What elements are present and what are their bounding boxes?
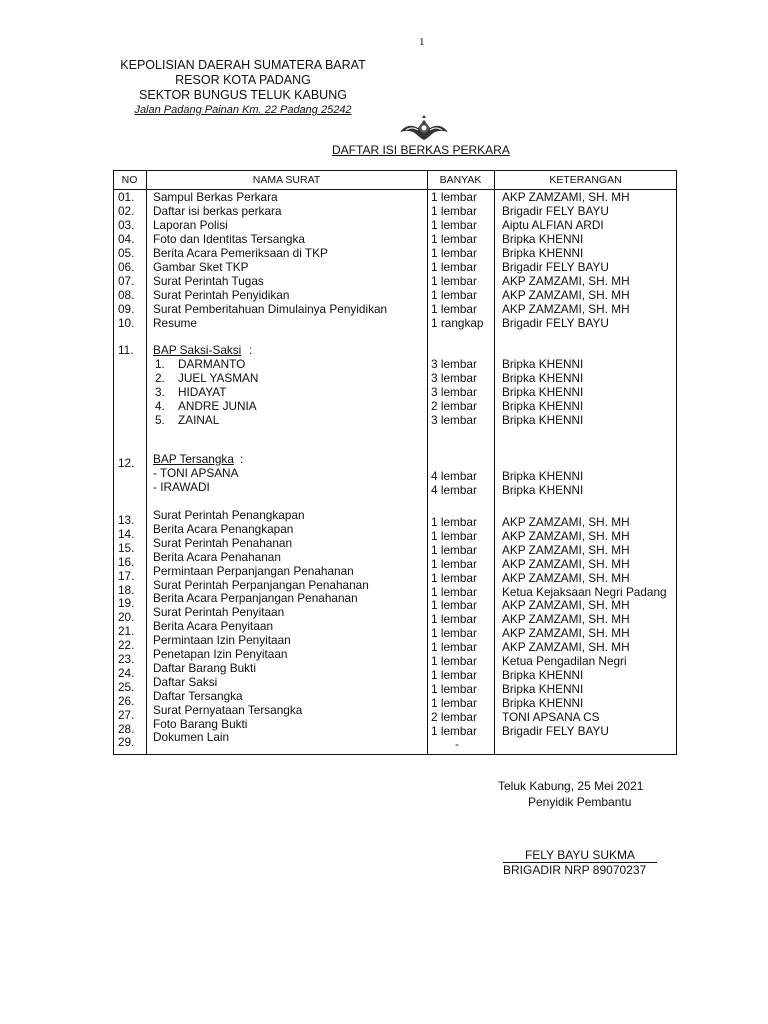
row-number: 17. (118, 569, 135, 583)
row-banyak: 1 lembar (431, 218, 477, 232)
signature-rank-nrp: BRIGADIR NRP 89070237 (503, 863, 647, 877)
row-nama-surat: Surat Perintah Tugas (153, 274, 264, 288)
row-nama-surat: Surat Perintah Penahanan (153, 536, 293, 550)
row-number: 22. (118, 638, 135, 652)
row-keterangan: AKP ZAMZAMI, SH. MH (502, 598, 630, 612)
row-keterangan: Brigadir FELY BAYU (502, 316, 609, 330)
letterhead-address: Jalan Padang Painan Km. 22 Padang 25242 (134, 104, 352, 116)
row-banyak: 1 lembar (431, 724, 477, 738)
letterhead (118, 58, 368, 117)
row-banyak: 1 lembar (431, 302, 477, 316)
row-keterangan: Bripka KHENNI (502, 469, 584, 483)
row-banyak: 1 lembar (431, 246, 477, 260)
row-nama-surat: Laporan Polisi (153, 218, 228, 232)
row-number: 15. (118, 541, 135, 555)
row-keterangan: Bripka KHENNI (502, 232, 584, 246)
row-number: 04. (118, 232, 135, 246)
row-number: 02. (118, 204, 135, 218)
row-nama-surat: Berita Acara Penangkapan (153, 522, 294, 536)
row-banyak: 1 lembar (431, 598, 477, 612)
row-keterangan: Brigadir FELY BAYU (502, 204, 609, 218)
column-header-keterangan: KETERANGAN (549, 174, 622, 186)
row-keterangan: Bripka KHENNI (502, 357, 584, 371)
row-number: 23. (118, 652, 135, 666)
row-number: 03. (118, 218, 135, 232)
row-number: 20. (118, 610, 135, 624)
column-header-no: NO (121, 174, 138, 186)
row-number: 19. (118, 596, 135, 610)
letterhead-line3: SEKTOR BUNGUS TELUK KABUNG (139, 88, 347, 102)
row-number: 01. (118, 190, 135, 204)
row-keterangan: Brigadir FELY BAYU (502, 724, 609, 738)
row-keterangan: AKP ZAMZAMI, SH. MH (502, 571, 630, 585)
row-nama-surat: Surat Pemberitahuan Dimulainya Penyidikan (153, 302, 388, 316)
row-number: 11. (118, 343, 134, 357)
saksi-item-name: JUEL YASMAN (178, 371, 259, 385)
row-keterangan: Aiptu ALFIAN ARDI (502, 218, 604, 232)
row-keterangan: Bripka KHENNI (502, 246, 584, 260)
police-emblem-icon (398, 114, 450, 142)
row-keterangan: AKP ZAMZAMI, SH. MH (502, 612, 630, 626)
row-nama-surat: Surat Pernyataan Tersangka (153, 703, 303, 717)
row-nama-surat: Resume (153, 316, 197, 330)
row-banyak: 1 lembar (431, 696, 477, 710)
row-keterangan: AKP ZAMZAMI, SH. MH (502, 640, 630, 654)
saksi-item-number: 5. (155, 413, 165, 427)
saksi-item-number: 3. (155, 385, 165, 399)
row-keterangan: AKP ZAMZAMI, SH. MH (502, 288, 630, 302)
row-nama-surat: Gambar Sket TKP (153, 260, 249, 274)
row-keterangan: Ketua Pengadilan Negri (502, 654, 627, 668)
row-number: 27. (118, 708, 135, 722)
saksi-item-name: ANDRE JUNIA (178, 399, 257, 413)
signature-name: FELY BAYU SUKMA (503, 849, 657, 863)
row-keterangan: AKP ZAMZAMI, SH. MH (502, 529, 630, 543)
row-banyak: 1 lembar (431, 260, 477, 274)
row-nama-surat: Daftar Saksi (153, 675, 218, 689)
column-divider (146, 170, 147, 755)
row-keterangan: Bripka KHENNI (502, 682, 584, 696)
row-number: 25. (118, 680, 135, 694)
row-number: 08. (118, 288, 135, 302)
row-banyak: 1 lembar (431, 232, 477, 246)
saksi-item-name: DARMANTO (178, 357, 246, 371)
row-banyak: 1 lembar (431, 640, 477, 654)
row-keterangan: Bripka KHENNI (502, 413, 584, 427)
row-nama-surat: Berita Acara Perpanjangan Penahanan (153, 591, 358, 605)
row-banyak: 3 lembar (431, 371, 477, 385)
row-banyak: 1 lembar (431, 529, 477, 543)
row-number: 06. (118, 260, 135, 274)
row-number: 18. (118, 583, 135, 597)
letterhead-line1: KEPOLISIAN DAERAH SUMATERA BARAT (120, 58, 366, 72)
row-keterangan: TONI APSANA CS (502, 710, 600, 724)
tersangka-heading: BAP Tersangka (153, 452, 234, 466)
row-number: 09. (118, 302, 135, 316)
row-banyak: 1 lembar (431, 288, 477, 302)
row-nama-surat: Berita Acara Pemeriksaan di TKP (153, 246, 328, 260)
row-banyak: 1 lembar (431, 612, 477, 626)
row-number: 10. (118, 316, 135, 330)
row-banyak: 1 lembar (431, 557, 477, 571)
row-keterangan: Ketua Kejaksaan Negri Padang (502, 585, 667, 599)
row-keterangan: AKP ZAMZAMI, SH. MH (502, 626, 630, 640)
tersangka-item-name: - TONI APSANA (153, 466, 239, 480)
row-banyak: 1 lembar (431, 668, 477, 682)
row-banyak: - (455, 737, 459, 751)
row-keterangan: Bripka KHENNI (502, 399, 584, 413)
row-banyak: 1 lembar (431, 204, 477, 218)
row-nama-surat: Penetapan Izin Penyitaan (153, 647, 288, 661)
signature-place-date: Teluk Kabung, 25 Mei 2021 (498, 779, 644, 793)
row-number: 29. (118, 735, 135, 749)
row-banyak: 1 lembar (431, 571, 477, 585)
row-banyak: 3 lembar (431, 385, 477, 399)
tersangka-item-name: - IRAWADI (153, 480, 210, 494)
saksi-item-number: 1. (155, 357, 165, 371)
row-keterangan: Bripka KHENNI (502, 371, 584, 385)
row-keterangan: AKP ZAMZAMI, SH. MH (502, 302, 630, 316)
saksi-item-number: 4. (155, 399, 165, 413)
row-nama-surat: Permintaan Perpanjangan Penahanan (153, 564, 354, 578)
document-title: DAFTAR ISI BERKAS PERKARA (332, 143, 510, 157)
row-banyak: 2 lembar (431, 399, 477, 413)
row-keterangan: Bripka KHENNI (502, 668, 584, 682)
signature-role: Penyidik Pembantu (528, 795, 632, 809)
saksi-heading-colon: : (249, 343, 253, 357)
row-banyak: 1 lembar (431, 190, 477, 204)
row-nama-surat: Surat Perintah Penyitaan (153, 605, 285, 619)
row-keterangan: AKP ZAMZAMI, SH. MH (502, 190, 630, 204)
row-number: 21. (118, 624, 135, 638)
row-nama-surat: Daftar Tersangka (153, 689, 243, 703)
row-nama-surat: Surat Perintah Perpanjangan Penahanan (153, 578, 369, 592)
letterhead-line2: RESOR KOTA PADANG (175, 73, 311, 87)
row-nama-surat: Sampul Berkas Perkara (153, 190, 278, 204)
row-nama-surat: Foto dan Identitas Tersangka (153, 232, 305, 246)
row-banyak: 1 lembar (431, 682, 477, 696)
row-banyak: 3 lembar (431, 413, 477, 427)
saksi-heading: BAP Saksi-Saksi (153, 343, 242, 357)
saksi-item-number: 2. (155, 371, 165, 385)
column-divider (494, 170, 495, 755)
row-number: 16. (118, 555, 135, 569)
row-keterangan: AKP ZAMZAMI, SH. MH (502, 543, 630, 557)
row-nama-surat: Permintaan Izin Penyitaan (153, 633, 291, 647)
row-number: 26. (118, 694, 135, 708)
column-header-nama-surat: NAMA SURAT (252, 174, 321, 186)
tersangka-heading-colon: : (240, 452, 244, 466)
row-banyak: 1 lembar (431, 543, 477, 557)
row-number: 07. (118, 274, 135, 288)
row-banyak: 1 rangkap (431, 316, 484, 330)
saksi-item-name: ZAINAL (178, 413, 220, 427)
row-banyak: 1 lembar (431, 274, 477, 288)
row-number: 14. (118, 527, 135, 541)
row-keterangan: AKP ZAMZAMI, SH. MH (502, 557, 630, 571)
row-nama-surat: Surat Perintah Penyidikan (153, 288, 290, 302)
row-banyak: 2 lembar (431, 710, 477, 724)
row-banyak: 4 lembar (431, 483, 477, 497)
row-nama-surat: Daftar Barang Bukti (153, 661, 256, 675)
row-keterangan: Brigadir FELY BAYU (502, 260, 609, 274)
row-banyak: 4 lembar (431, 469, 477, 483)
row-keterangan: Bripka KHENNI (502, 385, 584, 399)
column-divider (427, 170, 428, 755)
column-header-banyak: BANYAK (439, 174, 482, 186)
row-nama-surat: Berita Acara Penahanan (153, 550, 281, 564)
row-nama-surat: Dokumen Lain (153, 730, 230, 744)
row-nama-surat: Surat Perintah Penangkapan (153, 508, 305, 522)
row-number: 05. (118, 246, 135, 260)
row-number: 28. (118, 722, 135, 736)
row-number: 24. (118, 666, 135, 680)
page-number: 1 (419, 36, 425, 48)
row-keterangan: AKP ZAMZAMI, SH. MH (502, 515, 630, 529)
row-number: 12. (118, 456, 135, 470)
row-nama-surat: Daftar isi berkas perkara (153, 204, 282, 218)
row-banyak: 1 lembar (431, 515, 477, 529)
row-banyak: 3 lembar (431, 357, 477, 371)
row-banyak: 1 lembar (431, 654, 477, 668)
saksi-item-name: HIDAYAT (178, 385, 227, 399)
row-keterangan: Bripka KHENNI (502, 696, 584, 710)
row-number: 13. (118, 513, 135, 527)
row-keterangan: AKP ZAMZAMI, SH. MH (502, 274, 630, 288)
row-banyak: 1 lembar (431, 626, 477, 640)
row-nama-surat: Foto Barang Bukti (153, 717, 248, 731)
row-nama-surat: Berita Acara Penyitaan (153, 619, 274, 633)
row-banyak: 1 lembar (431, 585, 477, 599)
row-keterangan: Bripka KHENNI (502, 483, 584, 497)
